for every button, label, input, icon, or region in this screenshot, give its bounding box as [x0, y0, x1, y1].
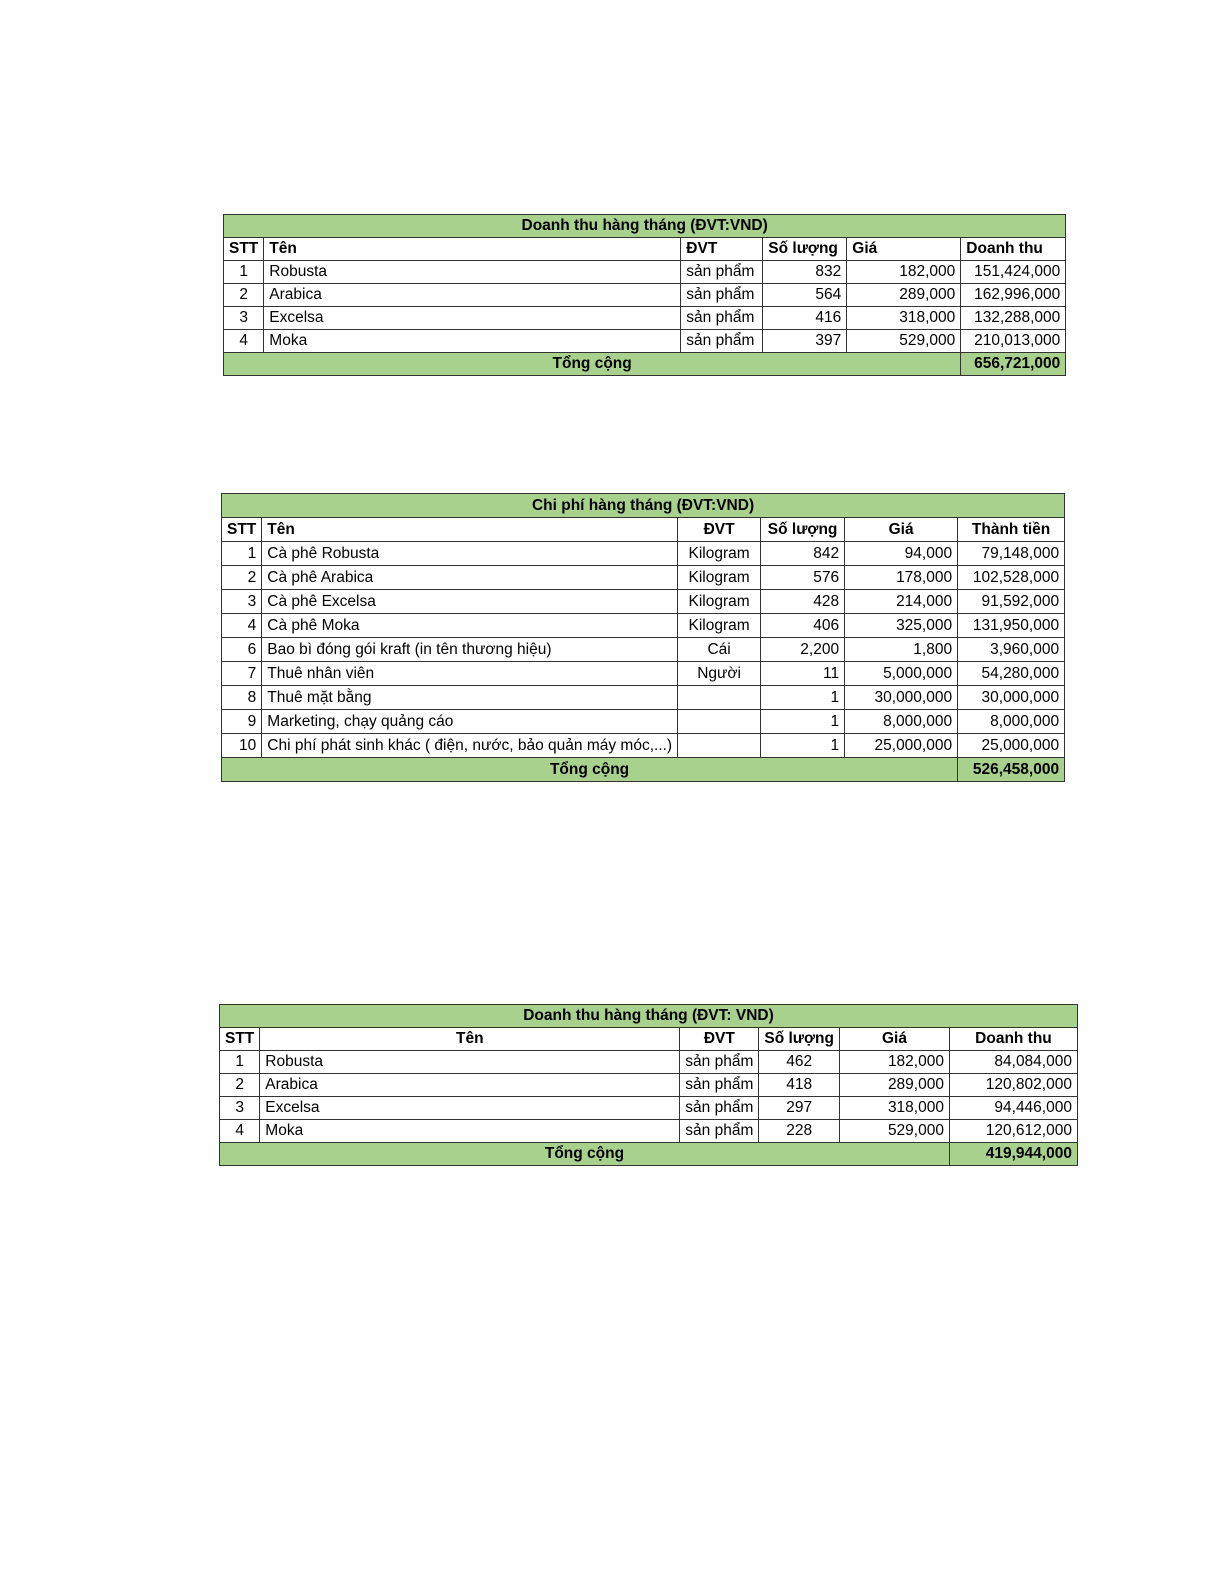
header-price: Giá — [839, 1028, 949, 1051]
cell-total: 25,000,000 — [958, 734, 1065, 758]
table-row — [222, 734, 1065, 758]
header-qty: Số lượng — [761, 518, 845, 542]
table-row — [222, 638, 1065, 662]
cell-total: 162,996,000 — [961, 284, 1066, 307]
cell-stt: 10 — [222, 734, 262, 758]
table-row — [222, 566, 1065, 590]
cell-qty: 1 — [761, 686, 845, 710]
cell-unit: sản phẩm — [681, 284, 763, 307]
total-value: 656,721,000 — [961, 353, 1066, 376]
cell-total: 151,424,000 — [961, 261, 1066, 284]
cell-price: 178,000 — [845, 566, 958, 590]
total-row — [220, 1143, 1078, 1166]
table-row — [222, 614, 1065, 638]
cell-unit — [678, 734, 761, 758]
table-row — [222, 686, 1065, 710]
cell-qty: 2,200 — [761, 638, 845, 662]
header-row — [224, 238, 1066, 261]
cell-stt: 3 — [224, 307, 264, 330]
cell-qty: 842 — [761, 542, 845, 566]
cell-price: 182,000 — [839, 1051, 949, 1074]
header-price: Giá — [845, 518, 958, 542]
cell-name: Cà phê Excelsa — [262, 590, 678, 614]
cell-qty: 406 — [761, 614, 845, 638]
cell-price: 1,800 — [845, 638, 958, 662]
total-row — [224, 353, 1066, 376]
cell-name: Thuê mặt bằng — [262, 686, 678, 710]
cell-unit: sản phẩm — [681, 261, 763, 284]
table-row — [222, 710, 1065, 734]
cell-stt: 7 — [222, 662, 262, 686]
cell-total: 94,446,000 — [949, 1097, 1077, 1120]
cell-total: 54,280,000 — [958, 662, 1065, 686]
revenue-table-1 — [223, 214, 1066, 376]
cell-unit: Kilogram — [678, 542, 761, 566]
cell-unit — [678, 686, 761, 710]
cell-stt: 3 — [220, 1097, 260, 1120]
cell-total: 210,013,000 — [961, 330, 1066, 353]
header-total: Doanh thu — [949, 1028, 1077, 1051]
cell-unit — [678, 710, 761, 734]
total-label: Tổng cộng — [222, 758, 958, 782]
cell-unit: Kilogram — [678, 590, 761, 614]
header-stt: STT — [222, 518, 262, 542]
cell-qty: 228 — [759, 1120, 840, 1143]
header-row — [220, 1028, 1078, 1051]
cell-qty: 832 — [763, 261, 847, 284]
table-row — [220, 1097, 1078, 1120]
header-total: Doanh thu — [961, 238, 1066, 261]
cell-total: 120,802,000 — [949, 1074, 1077, 1097]
header-unit: ĐVT — [681, 238, 763, 261]
cell-stt: 2 — [222, 566, 262, 590]
cell-name: Marketing, chạy quảng cáo — [262, 710, 678, 734]
table-title: Chi phí hàng tháng (ĐVT:VND) — [222, 494, 1065, 518]
cell-stt: 4 — [220, 1120, 260, 1143]
cell-price: 325,000 — [845, 614, 958, 638]
table-row — [220, 1074, 1078, 1097]
table-row — [220, 1120, 1078, 1143]
cell-name: Moka — [260, 1120, 680, 1143]
header-stt: STT — [220, 1028, 260, 1051]
cell-stt: 6 — [222, 638, 262, 662]
cell-total: 8,000,000 — [958, 710, 1065, 734]
cell-price: 529,000 — [847, 330, 961, 353]
table-row — [220, 1051, 1078, 1074]
cell-price: 94,000 — [845, 542, 958, 566]
cell-unit: Kilogram — [678, 614, 761, 638]
cell-stt: 2 — [220, 1074, 260, 1097]
cost-table — [221, 493, 1065, 782]
total-value: 419,944,000 — [949, 1143, 1077, 1166]
header-qty: Số lượng — [763, 238, 847, 261]
table-row — [224, 307, 1066, 330]
cell-stt: 3 — [222, 590, 262, 614]
header-name: Tên — [262, 518, 678, 542]
cell-qty: 1 — [761, 710, 845, 734]
cell-name: Chi phí phát sinh khác ( điện, nước, bảo quản máy móc,...) — [262, 734, 678, 758]
cell-name: Robusta — [260, 1051, 680, 1074]
header-unit: ĐVT — [680, 1028, 759, 1051]
cell-qty: 11 — [761, 662, 845, 686]
cell-qty: 418 — [759, 1074, 840, 1097]
table-row — [224, 284, 1066, 307]
cell-price: 30,000,000 — [845, 686, 958, 710]
cell-total: 132,288,000 — [961, 307, 1066, 330]
cell-price: 214,000 — [845, 590, 958, 614]
header-row — [222, 518, 1065, 542]
cell-price: 318,000 — [839, 1097, 949, 1120]
table-row — [224, 330, 1066, 353]
cell-name: Cà phê Arabica — [262, 566, 678, 590]
cell-unit: sản phẩm — [680, 1074, 759, 1097]
cell-qty: 397 — [763, 330, 847, 353]
cell-name: Arabica — [260, 1074, 680, 1097]
cell-total: 91,592,000 — [958, 590, 1065, 614]
revenue-table-2 — [219, 1004, 1078, 1166]
cell-name: Bao bì đóng gói kraft (in tên thương hiệu) — [262, 638, 678, 662]
cell-stt: 1 — [222, 542, 262, 566]
cell-stt: 1 — [220, 1051, 260, 1074]
table-title: Doanh thu hàng tháng (ĐVT:VND) — [224, 215, 1066, 238]
cell-unit: Kilogram — [678, 566, 761, 590]
cell-stt: 4 — [222, 614, 262, 638]
header-stt: STT — [224, 238, 264, 261]
cell-total: 102,528,000 — [958, 566, 1065, 590]
cell-total: 131,950,000 — [958, 614, 1065, 638]
table-title: Doanh thu hàng tháng (ĐVT: VND) — [220, 1005, 1078, 1028]
table-row — [224, 261, 1066, 284]
cell-unit: sản phẩm — [681, 330, 763, 353]
cell-unit: sản phẩm — [681, 307, 763, 330]
cell-name: Excelsa — [264, 307, 681, 330]
total-value: 526,458,000 — [958, 758, 1065, 782]
cell-price: 8,000,000 — [845, 710, 958, 734]
cell-price: 289,000 — [839, 1074, 949, 1097]
cell-total: 79,148,000 — [958, 542, 1065, 566]
cell-name: Cà phê Robusta — [262, 542, 678, 566]
cell-qty: 576 — [761, 566, 845, 590]
header-total: Thành tiền — [958, 518, 1065, 542]
cell-name: Excelsa — [260, 1097, 680, 1120]
cell-unit: sản phẩm — [680, 1097, 759, 1120]
cell-qty: 416 — [763, 307, 847, 330]
table-row — [222, 590, 1065, 614]
header-qty: Số lượng — [759, 1028, 840, 1051]
cell-stt: 8 — [222, 686, 262, 710]
header-name: Tên — [260, 1028, 680, 1051]
cell-name: Moka — [264, 330, 681, 353]
table-row — [222, 662, 1065, 686]
cell-price: 5,000,000 — [845, 662, 958, 686]
cell-price: 25,000,000 — [845, 734, 958, 758]
cell-unit: sản phẩm — [680, 1120, 759, 1143]
cell-stt: 4 — [224, 330, 264, 353]
cell-price: 318,000 — [847, 307, 961, 330]
cell-qty: 564 — [763, 284, 847, 307]
cell-unit: sản phẩm — [680, 1051, 759, 1074]
total-label: Tổng cộng — [220, 1143, 950, 1166]
cell-price: 529,000 — [839, 1120, 949, 1143]
cell-price: 182,000 — [847, 261, 961, 284]
cell-stt: 1 — [224, 261, 264, 284]
cell-qty: 297 — [759, 1097, 840, 1120]
total-row — [222, 758, 1065, 782]
cell-qty: 1 — [761, 734, 845, 758]
cell-unit: Người — [678, 662, 761, 686]
cell-total: 84,084,000 — [949, 1051, 1077, 1074]
cell-total: 3,960,000 — [958, 638, 1065, 662]
cell-name: Thuê nhân viên — [262, 662, 678, 686]
cell-qty: 462 — [759, 1051, 840, 1074]
cell-unit: Cái — [678, 638, 761, 662]
header-price: Giá — [847, 238, 961, 261]
total-label: Tổng cộng — [224, 353, 961, 376]
cell-name: Robusta — [264, 261, 681, 284]
header-name: Tên — [264, 238, 681, 261]
cell-stt: 9 — [222, 710, 262, 734]
table-row — [222, 542, 1065, 566]
cell-stt: 2 — [224, 284, 264, 307]
cell-total: 30,000,000 — [958, 686, 1065, 710]
cell-price: 289,000 — [847, 284, 961, 307]
cell-name: Arabica — [264, 284, 681, 307]
cell-name: Cà phê Moka — [262, 614, 678, 638]
cell-qty: 428 — [761, 590, 845, 614]
cell-total: 120,612,000 — [949, 1120, 1077, 1143]
header-unit: ĐVT — [678, 518, 761, 542]
